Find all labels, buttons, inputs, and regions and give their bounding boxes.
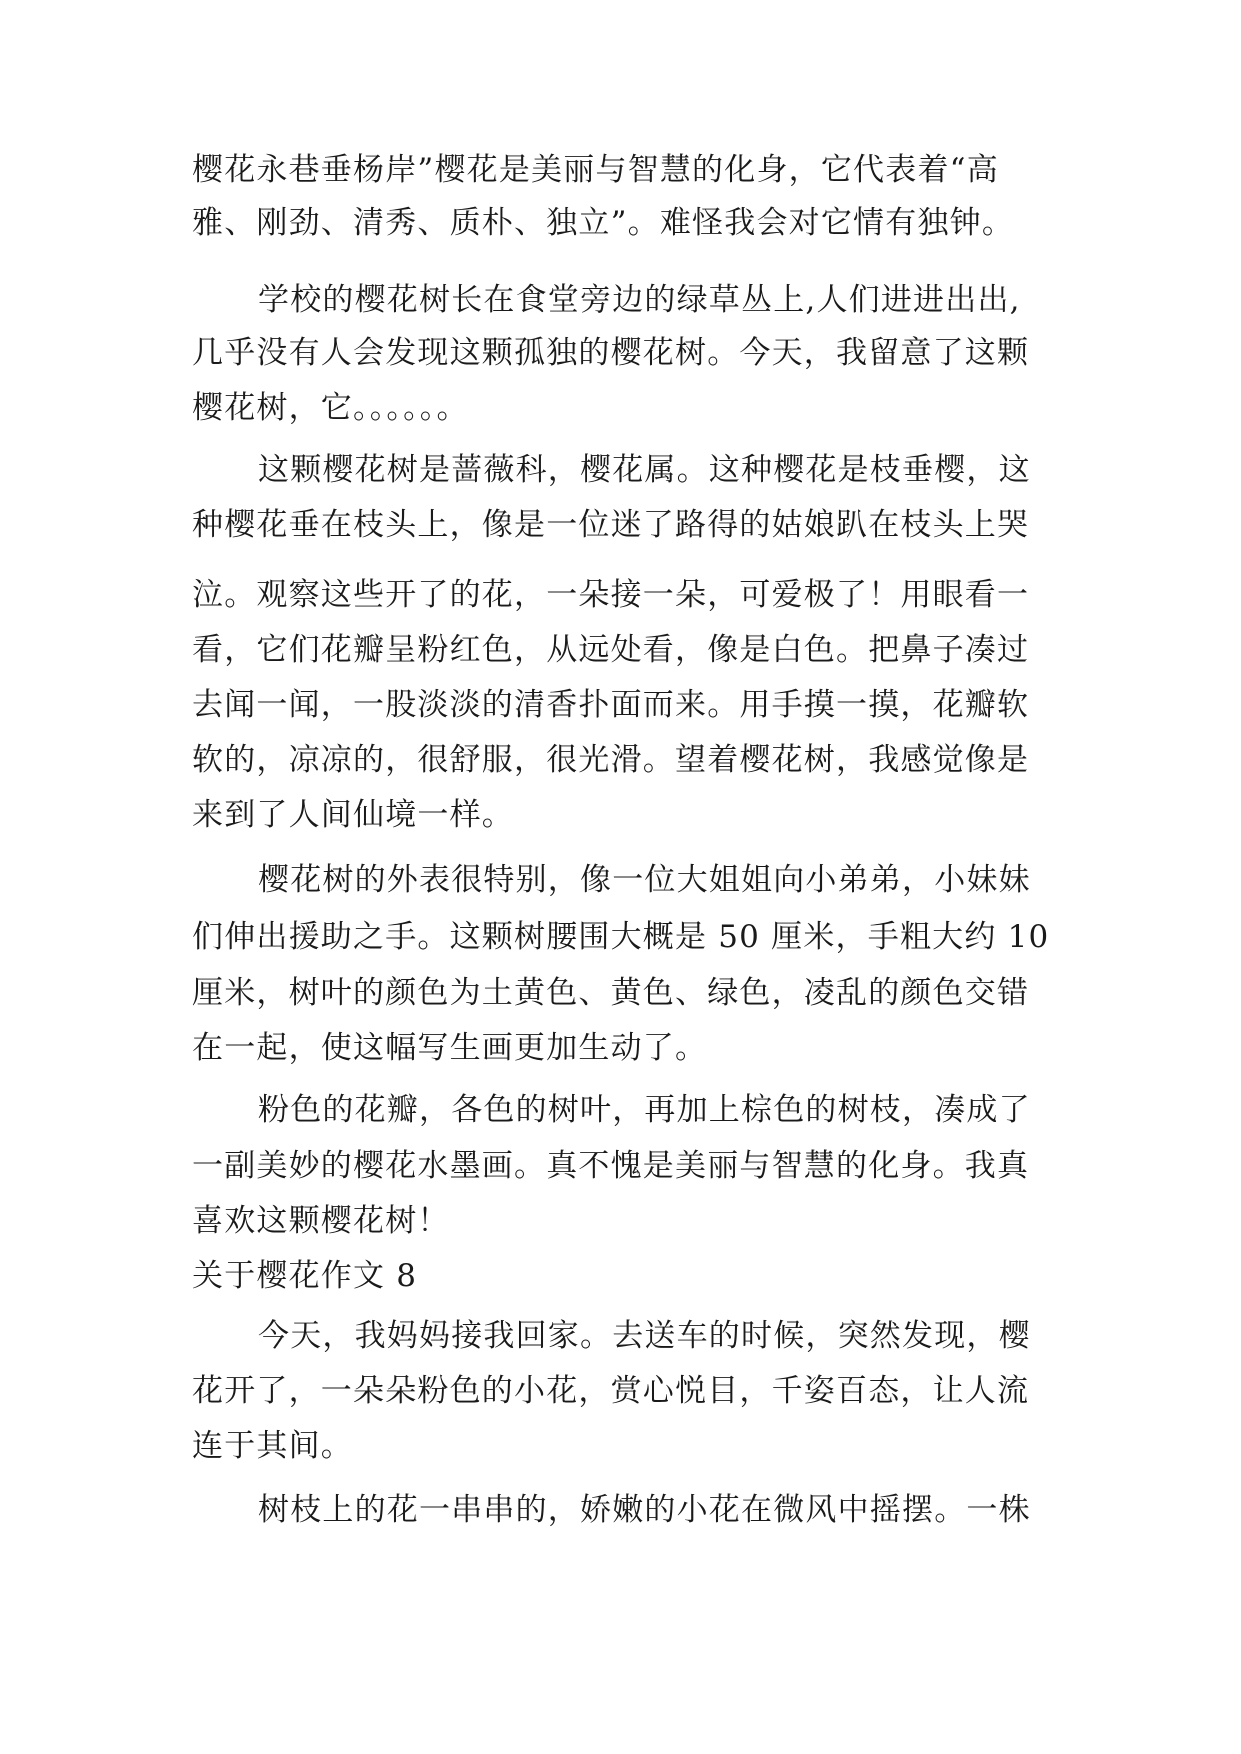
text-line: 连于其间。 — [192, 1428, 353, 1464]
text-line: 几乎没有人会发现这颗孤独的樱花树。今天，我留意了这颗 — [192, 335, 1030, 371]
text-line: 们伸出援助之手。这颗树腰围大概是 50 厘米，手粗大约 10 — [192, 919, 1050, 955]
text-line: 去闻一闻，一股淡淡的清香扑面而来。用手摸一摸，花瓣软 — [192, 687, 1030, 723]
text-line: 在一起，使这幅写生画更加生动了。 — [192, 1030, 708, 1066]
text-line: 软的，凉凉的，很舒服，很光滑。望着樱花树，我感觉像是 — [192, 742, 1030, 778]
text-line: 厘米，树叶的颜色为土黄色、黄色、绿色，凌乱的颜色交错 — [192, 975, 1030, 1011]
text-line: 樱花树，它。。。。。。 — [192, 390, 469, 426]
text-line: 种樱花垂在枝头上，像是一位迷了路得的姑娘趴在枝头上哭 — [192, 507, 1030, 543]
paragraph-first-line: 树枝上的花一串串的，娇嫩的小花在微风中摇摆。一株 — [258, 1492, 1031, 1528]
text-line: 雅、刚劲、清秀、质朴、独立”。难怪我会对它情有独钟。 — [192, 205, 1015, 241]
text-line: 来到了人间仙境一样。 — [192, 797, 514, 833]
paragraph-first-line: 学校的樱花树长在食堂旁边的绿草丛上,人们进进出出, — [258, 282, 1021, 318]
text-line: 看，它们花瓣呈粉红色，从远处看，像是白色。把鼻子凑过 — [192, 632, 1030, 668]
paragraph-first-line: 今天，我妈妈接我回家。去送车的时候，突然发现，樱 — [258, 1318, 1031, 1354]
text-line: 泣。观察这些开了的花，一朵接一朵，可爱极了！用眼看一 — [192, 577, 1030, 613]
section-heading: 关于樱花作文 8 — [192, 1258, 418, 1294]
text-line: 花开了，一朵朵粉色的小花，赏心悦目，千姿百态，让人流 — [192, 1373, 1030, 1409]
text-line: 喜欢这颗樱花树！ — [192, 1203, 450, 1239]
text-line: 一副美妙的樱花水墨画。真不愧是美丽与智慧的化身。我真 — [192, 1148, 1030, 1184]
text-line: 樱花永巷垂杨岸”樱花是美丽与智慧的化身，它代表着“高 — [192, 152, 999, 188]
paragraph-first-line: 粉色的花瓣，各色的树叶，再加上棕色的树枝，凑成了 — [258, 1092, 1031, 1128]
paragraph-first-line: 樱花树的外表很特别，像一位大姐姐向小弟弟，小妹妹 — [258, 862, 1031, 898]
paragraph-first-line: 这颗樱花树是蔷薇科，樱花属。这种樱花是枝垂樱，这 — [258, 452, 1031, 488]
